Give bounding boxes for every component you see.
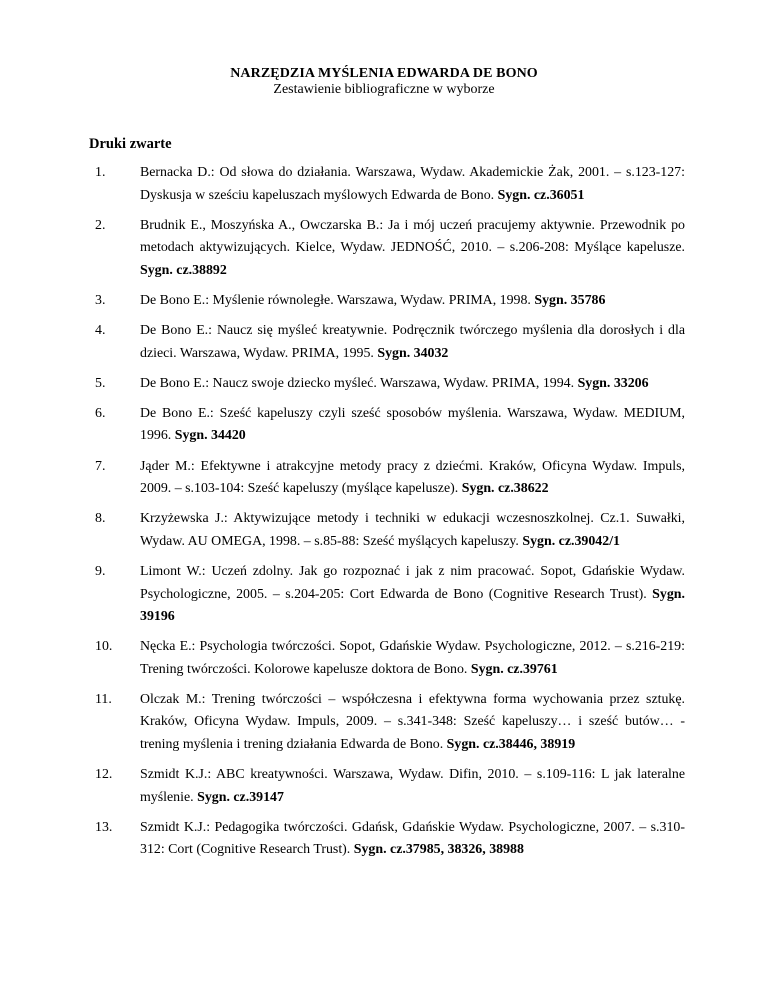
bibliography-entry bbox=[95, 689, 685, 757]
bibliography-entry bbox=[95, 561, 685, 629]
entry-number: 5. bbox=[95, 375, 106, 391]
entry-call-number: Sygn. 33206 bbox=[577, 375, 649, 391]
entry-number: 2. bbox=[95, 217, 106, 233]
entry-call-number: Sygn. cz.39147 bbox=[197, 789, 284, 805]
entry-citation: Szmidt K.J.: Pedagogika twórczości. Gdańsk, Gdańskie Wydaw. Psychologiczne, 2007. – s.310-312: Cort (Cognitive Research Trust). bbox=[140, 819, 685, 858]
entry-call-number: Sygn. cz.39761 bbox=[470, 661, 558, 677]
entry-number: 8. bbox=[95, 511, 106, 527]
entry-number: 7. bbox=[95, 458, 106, 474]
section-heading: Druki zwarte bbox=[89, 136, 172, 152]
entry-number: 10. bbox=[95, 639, 113, 655]
entry-citation: Bernacka D.: Od słowa do działania. Warszawa, Wydaw. Akademickie Żak, 2001. – s.123-127: Dyskusja w sześciu kapeluszach myślowych Edwarda de Bono. bbox=[140, 165, 685, 203]
bibliography-entry bbox=[95, 817, 685, 862]
entry-call-number: Sygn. 34032 bbox=[377, 345, 449, 361]
entry-citation: Limont W.: Uczeń zdolny. Jak go rozpoznać i jak z nim pracować. Sopot, Gdańskie Wydaw. Psychologiczne, 2005. – s.204-205: Cort Edwarda de Bono (Cognitive Research Trust). bbox=[140, 563, 685, 602]
entry-call-number: Sygn. cz.38446, 38919 bbox=[446, 737, 576, 753]
entry-number: 1. bbox=[95, 165, 106, 180]
bibliography-entry bbox=[95, 373, 685, 396]
entry-call-number: Sygn. cz.38892 bbox=[140, 262, 227, 278]
bibliography-list bbox=[95, 162, 685, 870]
entry-body bbox=[140, 689, 685, 757]
bibliography-entry bbox=[95, 508, 685, 553]
entry-call-number: Sygn. 34420 bbox=[174, 428, 246, 444]
entry-body bbox=[140, 215, 685, 283]
entry-body bbox=[140, 456, 685, 501]
entry-call-number: Sygn. 39196 bbox=[140, 586, 685, 625]
bibliography-entry bbox=[95, 456, 685, 501]
entry-call-number: Sygn. 35786 bbox=[534, 292, 606, 308]
entry-body bbox=[140, 764, 685, 809]
bibliography-entry bbox=[95, 764, 685, 809]
entry-number: 11. bbox=[95, 691, 112, 707]
entry-citation: De Bono E.: Naucz się myśleć kreatywnie. Podręcznik twórczego myślenia dla dorosłych i dla dzieci. Warszawa, Wydaw. PRIMA, 1995. bbox=[140, 323, 685, 361]
document-title: NARZĘDZIA MYŚLENIA EDWARDA DE BONO bbox=[230, 66, 538, 81]
entry-body bbox=[140, 320, 685, 365]
entry-call-number: Sygn. cz.38622 bbox=[461, 481, 549, 497]
bibliography-entry bbox=[95, 162, 685, 207]
entry-citation: Krzyżewska J.: Aktywizujące metody i techniki w edukacji wczesnoszkolnej. Cz.1. Suwałki, Wydaw. AU OMEGA, 1998. – s.85-88: Sześć myślących kapeluszy. bbox=[140, 511, 685, 549]
entry-citation: De Bono E.: Sześć kapeluszy czyli sześć sposobów myślenia. Warszawa, Wydaw. MEDIUM, 1996. bbox=[140, 405, 685, 444]
entry-body bbox=[140, 561, 685, 629]
entry-citation: De Bono E.: Myślenie równoległe. Warszawa, Wydaw. PRIMA, 1998. bbox=[140, 292, 535, 308]
bibliography-entry bbox=[95, 636, 685, 681]
bibliography-entry bbox=[95, 320, 685, 365]
entry-citation: Nęcka E.: Psychologia twórczości. Sopot, Gdańskie Wydaw. Psychologiczne, 2012. – s.216-219: Trening twórczości. Kolorowe kapelusze doktora de Bono. bbox=[140, 639, 685, 677]
entry-citation: Olczak M.: Trening twórczości – współczesna i efektywna forma wychowania przez sztukę. Kraków, Oficyna Wydaw. Impuls, 2009. – s.341-348: Sześć kapeluszy… i sześć butów… - trening myślenia i trening działania Edwarda de Bono. bbox=[140, 691, 685, 753]
entry-body bbox=[140, 508, 685, 553]
entry-citation: Jąder M.: Efektywne i atrakcyjne metody pracy z dziećmi. Kraków, Oficyna Wydaw. Impuls, 2009. – s.103-104: Sześć kapeluszy (myślące kapelusze). bbox=[140, 458, 685, 497]
entry-number: 3. bbox=[95, 292, 106, 308]
entry-number: 9. bbox=[95, 563, 106, 579]
entry-number: 13. bbox=[95, 819, 113, 835]
entry-number: 6. bbox=[95, 405, 106, 421]
entry-body bbox=[140, 817, 685, 862]
entry-body bbox=[140, 162, 685, 207]
entry-call-number: Sygn. cz.39042/1 bbox=[522, 533, 620, 549]
bibliography-entry bbox=[95, 403, 685, 448]
entry-number: 12. bbox=[95, 767, 113, 783]
bibliography-entry bbox=[95, 290, 685, 313]
entry-number: 4. bbox=[95, 323, 106, 339]
document-subtitle: Zestawienie bibliograficzne w wyborze bbox=[273, 82, 495, 97]
entry-citation: De Bono E.: Naucz swoje dziecko myśleć. Warszawa, Wydaw. PRIMA, 1994. bbox=[140, 375, 578, 391]
entry-call-number: Sygn. cz.36051 bbox=[497, 187, 585, 203]
entry-citation: Brudnik E., Moszyńska A., Owczarska B.: Ja i mój uczeń pracujemy aktywnie. Przewodnik po metodach aktywizujących. Kielce, Wydaw. JEDNOŚĆ, 2010. – s.206-208: Myślące kapelusze. bbox=[140, 217, 685, 256]
bibliography-entry bbox=[95, 215, 685, 283]
entry-call-number: Sygn. cz.37985, 38326, 38988 bbox=[353, 842, 524, 858]
entry-citation: Szmidt K.J.: ABC kreatywności. Warszawa, Wydaw. Difin, 2010. – s.109-116: L jak lateralne myślenie. bbox=[140, 767, 685, 805]
entry-body bbox=[140, 373, 685, 396]
entry-body bbox=[140, 290, 685, 313]
entry-body bbox=[140, 636, 685, 681]
entry-body bbox=[140, 403, 685, 448]
